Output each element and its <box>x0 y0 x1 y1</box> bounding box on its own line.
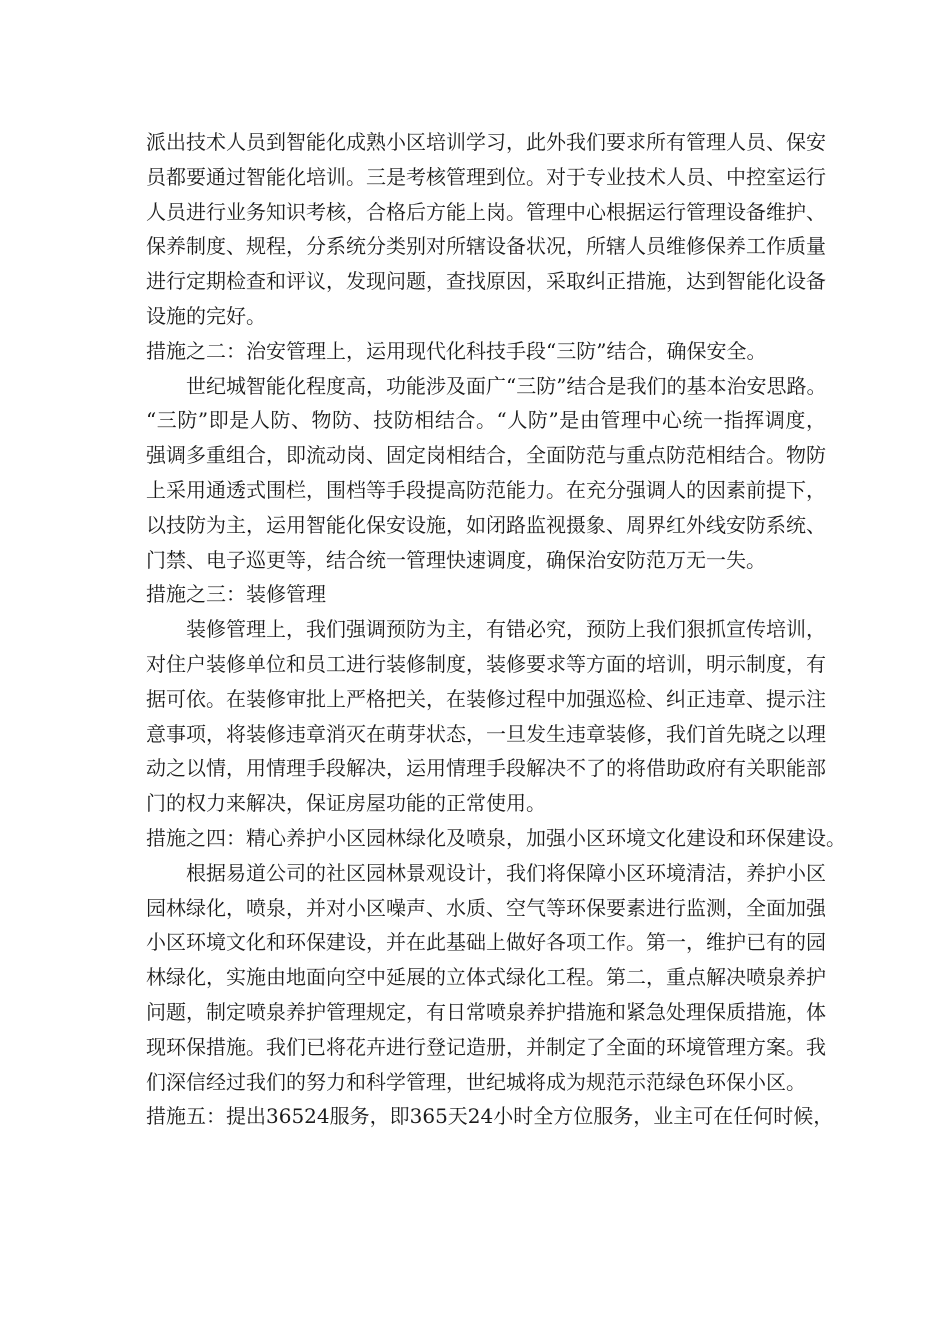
text-line: 现环保措施。我们已将花卉进行登记造册，并制定了全面的环境管理方案。我 <box>146 1034 826 1059</box>
section-heading-5: 措施五：提出36524服务，即365天24小时全方位服务，业主可在任何时候， <box>146 1104 834 1129</box>
text-line: 根据易道公司的社区园林景观设计，我们将保障小区环境清洁，养护小区 <box>186 860 826 885</box>
text-line: 上采用通透式围栏，围档等手段提高防范能力。在充分强调人的因素前提下， <box>146 477 826 502</box>
text-line: 们深信经过我们的努力和科学管理，世纪城将成为规范示范绿色环保小区。 <box>146 1069 806 1094</box>
text-line: 以技防为主，运用智能化保安设施，如闭路监视摄象、周界红外线安防系统、 <box>146 512 826 537</box>
text-line: 强调多重组合，即流动岗、固定岗相结合，全面防范与重点防范相结合。物防 <box>146 443 826 468</box>
text-line: 人员进行业务知识考核，合格后方能上岗。管理中心根据运行管理设备维护、 <box>146 199 826 224</box>
text-line: 进行定期检查和评议，发现问题，查找原因，采取纠正措施，达到智能化设备 <box>146 269 826 294</box>
text-line: “三防”即是人防、物防、技防相结合。“人防”是由管理中心统一指挥调度， <box>146 408 826 433</box>
text-line: 动之以情，用情理手段解决，运用情理手段解决不了的将借助政府有关职能部 <box>146 756 826 781</box>
document-body <box>146 125 846 1134</box>
text-line: 小区环境文化和环保建设，并在此基础上做好各项工作。第一，维护已有的园 <box>146 930 826 955</box>
text-line: 保养制度、规程，分系统分类别对所辖设备状况，所辖人员维修保养工作质量 <box>146 234 826 259</box>
text-line: 派出技术人员到智能化成熟小区培训学习，此外我们要求所有管理人员、保安 <box>146 130 826 154</box>
text-line: 设施的完好。 <box>146 303 266 328</box>
section-heading-3: 措施之三：装修管理 <box>146 582 326 607</box>
text-line: 据可依。在装修审批上严格把关，在装修过程中加强巡检、纠正违章、提示注 <box>146 686 826 711</box>
text-line: 园林绿化，喷泉，并对小区噪声、水质、空气等环保要素进行监测，全面加强 <box>146 895 826 920</box>
text-line: 门的权力来解决，保证房屋功能的正常使用。 <box>146 791 546 816</box>
text-line: 林绿化，实施由地面向空中延展的立体式绿化工程。第二，重点解决喷泉养护 <box>146 965 826 990</box>
text-line: 门禁、电子巡更等，结合统一管理快速调度，确保治安防范万无一失。 <box>146 547 766 572</box>
text-line: 意事项，将装修违章消灭在萌芽状态，一旦发生违章装修，我们首先晓之以理 <box>146 721 826 746</box>
section-heading-2: 措施之二：治安管理上，运用现代化科技手段“三防”结合，确保安全。 <box>146 338 767 363</box>
section-heading-4: 措施之四：精心养护小区园林绿化及喷泉，加强小区环境文化建设和环保建设。 <box>146 825 846 850</box>
text-line: 对住户装修单位和员工进行装修制度，装修要求等方面的培训，明示制度，有 <box>146 651 826 676</box>
text-line: 员都要通过智能化培训。三是考核管理到位。对于专业技术人员、中控室运行 <box>146 164 826 189</box>
text-line: 问题，制定喷泉养护管理规定，有日常喷泉养护措施和紧急处理保质措施，体 <box>146 999 826 1024</box>
text-line: 世纪城智能化程度高，功能涉及面广“三防”结合是我们的基本治安思路。 <box>186 373 827 398</box>
text-line: 装修管理上，我们强调预防为主，有错必究，预防上我们狠抓宣传培训， <box>186 617 826 642</box>
